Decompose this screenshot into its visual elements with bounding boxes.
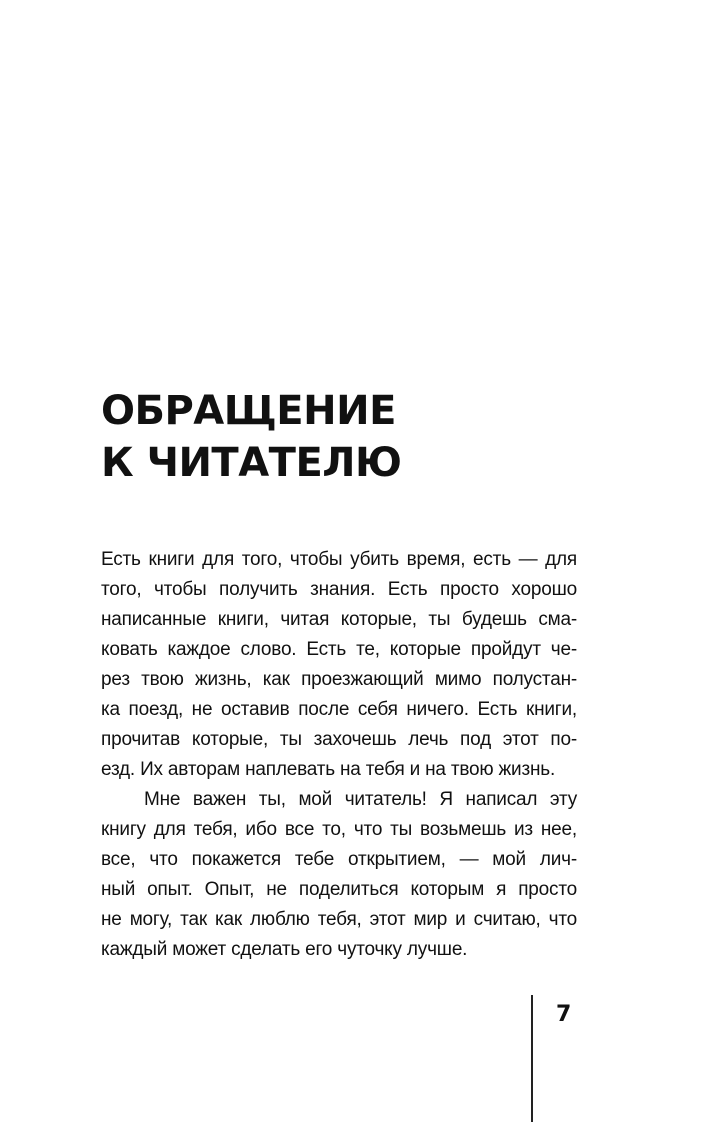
text-line: рез твою жизнь, как проезжающий мимо полустан- <box>101 669 577 690</box>
page-divider-line <box>531 995 533 1122</box>
text-line: ный опыт. Опыт, не поделиться которым я просто <box>101 879 577 900</box>
text-line: прочитав которые, ты захочешь лечь под этот по- <box>101 729 577 750</box>
text-line: того, чтобы получить знания. Есть просто хорошо <box>101 579 577 600</box>
text-line: книгу для тебя, ибо все то, что ты возьмешь из нее, <box>101 819 577 840</box>
text-line: Есть книги для того, чтобы убить время, есть — для <box>101 549 577 570</box>
text-line: все, что покажется тебе открытием, — мой лич- <box>101 849 577 870</box>
body-text <box>101 545 577 965</box>
text-line: не могу, так как люблю тебя, этот мир и считаю, что <box>101 909 577 930</box>
text-line: каждый может сделать его чуточку лучше. <box>101 939 468 960</box>
chapter-title-line: К ЧИТАТЕЛЮ <box>101 440 402 486</box>
page-number: 7 <box>556 1002 572 1027</box>
chapter-title-line: ОБРАЩЕНИЕ <box>101 388 396 434</box>
text-line: Мне важен ты, мой читатель! Я написал эту <box>144 789 577 810</box>
chapter-title <box>101 385 401 489</box>
text-line: ка поезд, не оставив после себя ничего. Есть книги, <box>101 699 577 720</box>
text-line: ковать каждое слово. Есть те, которые пройдут че- <box>101 639 577 660</box>
text-line: езд. Их авторам наплевать на тебя и на твою жизнь. <box>101 759 556 780</box>
paragraph-1 <box>101 545 577 785</box>
text-line: написанные книги, читая которые, ты будешь сма- <box>101 609 577 630</box>
paragraph-2 <box>101 785 577 965</box>
